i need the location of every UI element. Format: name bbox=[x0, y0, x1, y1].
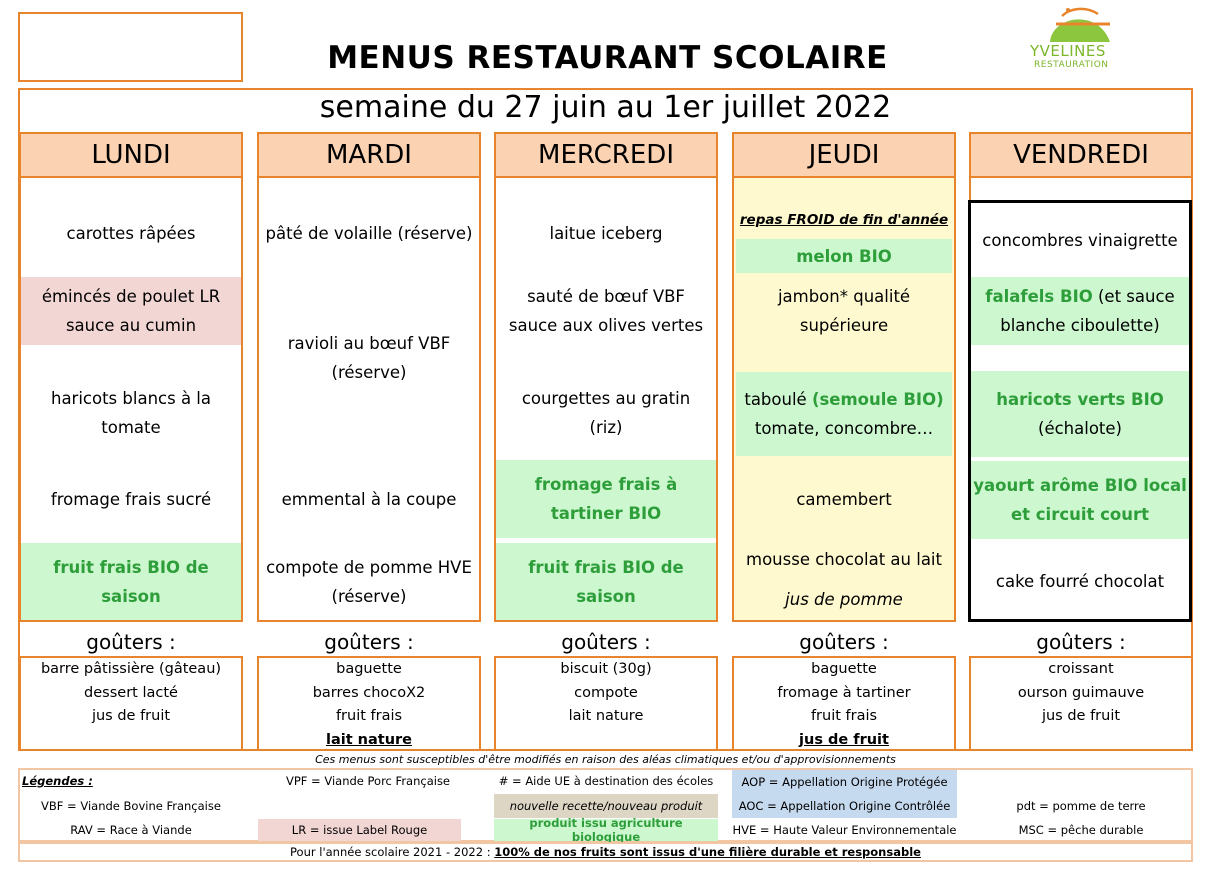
gouters-label-lundi: goûters : bbox=[86, 630, 176, 654]
cold-meal-title: repas FROID de fin d'année bbox=[739, 211, 949, 228]
day-header-mardi: MARDI bbox=[257, 132, 481, 178]
gouter-item: ourson guimauve bbox=[1017, 684, 1145, 701]
gouter-item: jus de fruit bbox=[1041, 708, 1121, 724]
day-header-mercredi: MERCREDI bbox=[494, 132, 718, 178]
gouter-item: barre pâtissière (gâteau) bbox=[40, 661, 222, 677]
footer-statement: Pour l'année scolaire 2021 - 2022 : 100% de nos fruits sont issus d'une filière durable et responsable bbox=[290, 845, 921, 859]
page-title: MENUS RESTAURANT SCOLAIRE bbox=[327, 40, 888, 76]
legend-vbf: VBF = Viande Bovine Française bbox=[41, 799, 221, 813]
legend-pdt: pdt = pomme de terre bbox=[1016, 799, 1146, 813]
menu-item: emmental à la coupe bbox=[281, 489, 457, 509]
gouter-item: jus de fruit bbox=[91, 708, 171, 724]
logo-subname: RESTAURATION bbox=[1034, 60, 1109, 70]
logo-emblem-icon bbox=[1028, 4, 1138, 44]
menu-item: émincés de poulet LR sauce au cumin bbox=[21, 277, 241, 345]
menu-item: melon BIO bbox=[736, 239, 952, 273]
legend-aide: # = Aide UE à destination des écoles bbox=[498, 774, 714, 788]
gouters-list-mercredi bbox=[494, 656, 718, 751]
legend-msc: MSC = pêche durable bbox=[1018, 823, 1144, 837]
menu-item: falafels BIO (et sauce blanche ciboulette) bbox=[971, 277, 1189, 345]
menu-item: camembert bbox=[796, 489, 892, 509]
gouters-label-mardi: goûters : bbox=[324, 630, 414, 654]
legend-title: Légendes : bbox=[22, 774, 93, 788]
gouter-item: barres chocoX2 bbox=[312, 684, 426, 701]
menu-item: concombres vinaigrette bbox=[982, 230, 1178, 250]
menu-item: fromage frais sucré bbox=[50, 489, 212, 509]
menu-item: fruit frais BIO de saison bbox=[21, 543, 241, 620]
legend-lr: LR = issue Label Rouge bbox=[258, 819, 461, 841]
menu-item: haricots verts BIO (échalote) bbox=[971, 371, 1189, 457]
day-column-lundi bbox=[19, 176, 243, 622]
day-header-vendredi: VENDREDI bbox=[969, 132, 1193, 178]
week-title: semaine du 27 juin au 1er juillet 2022 bbox=[319, 90, 892, 125]
gouters-list-jeudi bbox=[732, 656, 956, 751]
legend-aop: AOP = Appellation Origine Protégée bbox=[732, 770, 957, 794]
gouter-item: dessert lacté bbox=[84, 684, 178, 701]
menu-item: haricots blancs à la tomate bbox=[50, 389, 211, 437]
day-header-lundi: LUNDI bbox=[19, 132, 243, 178]
menu-item: yaourt arôme BIO local et circuit court bbox=[971, 461, 1189, 539]
legend-vpf: VPF = Viande Porc Française bbox=[285, 774, 451, 788]
menu-item: taboulé (semoule BIO) tomate, concombre… bbox=[736, 372, 952, 456]
menu-item: jambon* qualité supérieure bbox=[777, 287, 911, 335]
menu-item: ravioli au bœuf VBF (réserve) bbox=[287, 334, 451, 382]
day-column-jeudi bbox=[732, 176, 956, 622]
gouters-list-vendredi bbox=[969, 656, 1193, 751]
legend-hve: HVE = Haute Valeur Environnementale bbox=[732, 823, 957, 837]
vendredi-highlight-box bbox=[968, 200, 1192, 622]
yvelines-logo bbox=[1028, 4, 1138, 72]
menu-item: pâté de volaille (réserve) bbox=[265, 223, 473, 243]
menu-item: laitue iceberg bbox=[549, 223, 663, 243]
logo-name: YVELINES bbox=[1030, 42, 1106, 60]
legend-aoc: AOC = Appellation Origine Contrôlée bbox=[732, 794, 957, 818]
gouters-list-mardi bbox=[257, 656, 481, 751]
disclaimer-note: Ces menus sont susceptibles d'être modifiés en raison des aléas climatiques et/ou d'approvisionnements bbox=[315, 753, 896, 766]
gouters-label-mercredi: goûters : bbox=[561, 630, 651, 654]
menu-item: mousse chocolat au lait jus de pomme bbox=[746, 550, 942, 609]
gouters-label-jeudi: goûters : bbox=[799, 630, 889, 654]
legend-nouvelle: nouvelle recette/nouveau produit bbox=[494, 794, 718, 818]
day-column-mardi bbox=[257, 176, 481, 622]
menu-item: courgettes au gratin (riz) bbox=[521, 389, 691, 437]
gouter-item: fromage à tartiner bbox=[777, 684, 911, 701]
gouter-item: croissant bbox=[1048, 661, 1114, 677]
legend-rav: RAV = Race à Viande bbox=[70, 823, 192, 837]
empty-header-box bbox=[18, 12, 243, 82]
gouter-item: lait nature bbox=[568, 708, 644, 724]
menu-item: cake fourré chocolat bbox=[995, 571, 1165, 591]
day-header-jeudi: JEUDI bbox=[732, 132, 956, 178]
gouter-item: baguette bbox=[336, 661, 402, 677]
menu-item: fruit frais BIO de saison bbox=[496, 543, 716, 620]
menu-item: fromage frais à tartiner BIO bbox=[496, 460, 716, 538]
gouter-item: compote bbox=[574, 684, 638, 701]
day-column-mercredi bbox=[494, 176, 718, 622]
gouter-item: lait nature bbox=[325, 731, 413, 748]
gouter-item: jus de fruit bbox=[799, 731, 889, 748]
gouter-item: baguette bbox=[811, 661, 877, 677]
menu-item: carottes râpées bbox=[66, 223, 196, 243]
menu-item: sauté de bœuf VBF sauce aux olives vertes bbox=[508, 287, 704, 335]
gouter-item: biscuit (30g) bbox=[560, 661, 652, 677]
gouter-item: fruit frais bbox=[335, 708, 403, 724]
gouters-list-lundi bbox=[19, 656, 243, 751]
menu-item: compote de pomme HVE (réserve) bbox=[266, 557, 472, 606]
legend-bio: produit issu agriculture biologique bbox=[494, 819, 718, 841]
gouters-label-vendredi: goûters : bbox=[1036, 630, 1126, 654]
gouter-item: fruit frais bbox=[810, 708, 878, 724]
